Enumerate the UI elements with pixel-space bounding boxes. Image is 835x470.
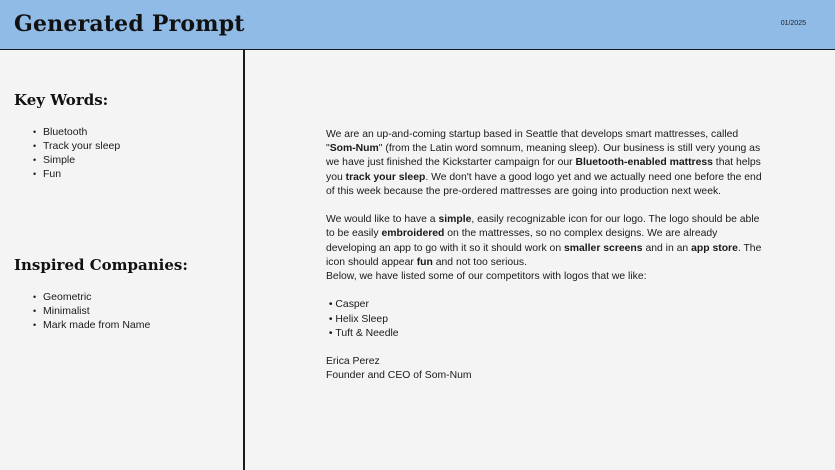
keyword-simple: simple [438, 214, 472, 226]
keyword-bluetooth: Bluetooth-enabled mattress [575, 157, 713, 169]
list-item: • Geometric [43, 290, 150, 304]
header-bar [0, 0, 835, 50]
list-item: • Bluetooth [43, 125, 120, 139]
list-item: • Track your sleep [43, 139, 120, 153]
paragraph-intro [326, 128, 766, 199]
list-item: • Fun [43, 167, 120, 181]
keyword-app-store: app store [691, 242, 738, 254]
keyword-embroidered: embroidered [381, 228, 445, 240]
key-words-heading: Key Words: [14, 91, 109, 109]
letter-body [326, 128, 766, 384]
key-words-list [43, 125, 120, 181]
competitors-intro: Below, we have listed some of our competitors with logos that we like: [326, 271, 647, 283]
text-run: and not too serious. [432, 256, 528, 268]
text-run: that helps you [326, 157, 761, 183]
company-name-bold: Som-Num [329, 143, 379, 155]
list-item: • Mark made from Name [43, 318, 150, 332]
text-run: We are an up-and-coming startup based in Seattle that develops smart mattresses, called " [326, 129, 739, 155]
list-item: • Tuft & Needle [326, 327, 766, 341]
list-item: • Helix Sleep [326, 313, 766, 327]
competitors-list [326, 298, 766, 341]
column-divider [243, 50, 245, 470]
inspired-list [43, 290, 150, 332]
signature-name: Erica Perez [326, 356, 380, 368]
list-item: • Minimalist [43, 304, 150, 318]
text-run: We would like to have a [326, 214, 439, 226]
keyword-track-sleep: track your sleep [345, 171, 426, 183]
list-item: • Casper [326, 298, 766, 312]
left-panel [0, 50, 243, 470]
page-title: Generated Prompt [14, 11, 245, 37]
text-run: " (from the Latin word somnum, meaning sleep). Our business is still very young as we have just finished the Kickstarter campaign for our [326, 143, 761, 169]
inspired-companies-heading: Inspired Companies: [14, 256, 188, 274]
text-run: . The icon should appear [326, 242, 762, 268]
text-run: , easily recognizable icon for our logo. The logo should be able to be easily [326, 214, 760, 240]
text-run: and in an [642, 242, 692, 254]
keyword-fun: fun [416, 256, 433, 268]
list-item: • Simple [43, 153, 120, 167]
signature-title: Founder and CEO of Som-Num [326, 370, 472, 382]
date-label: 01/2025 [780, 20, 806, 27]
text-run: on the mattresses, so no complex designs. We are already developing an app to go with it so it should work on [326, 228, 718, 254]
text-run: . We don't have a good logo yet and we actually need one before the end of this week because the pre-ordered mattresses are going into production next week. [326, 171, 762, 197]
keyword-smaller-screens: smaller screens [563, 242, 643, 254]
paragraph-requirements [326, 213, 766, 270]
